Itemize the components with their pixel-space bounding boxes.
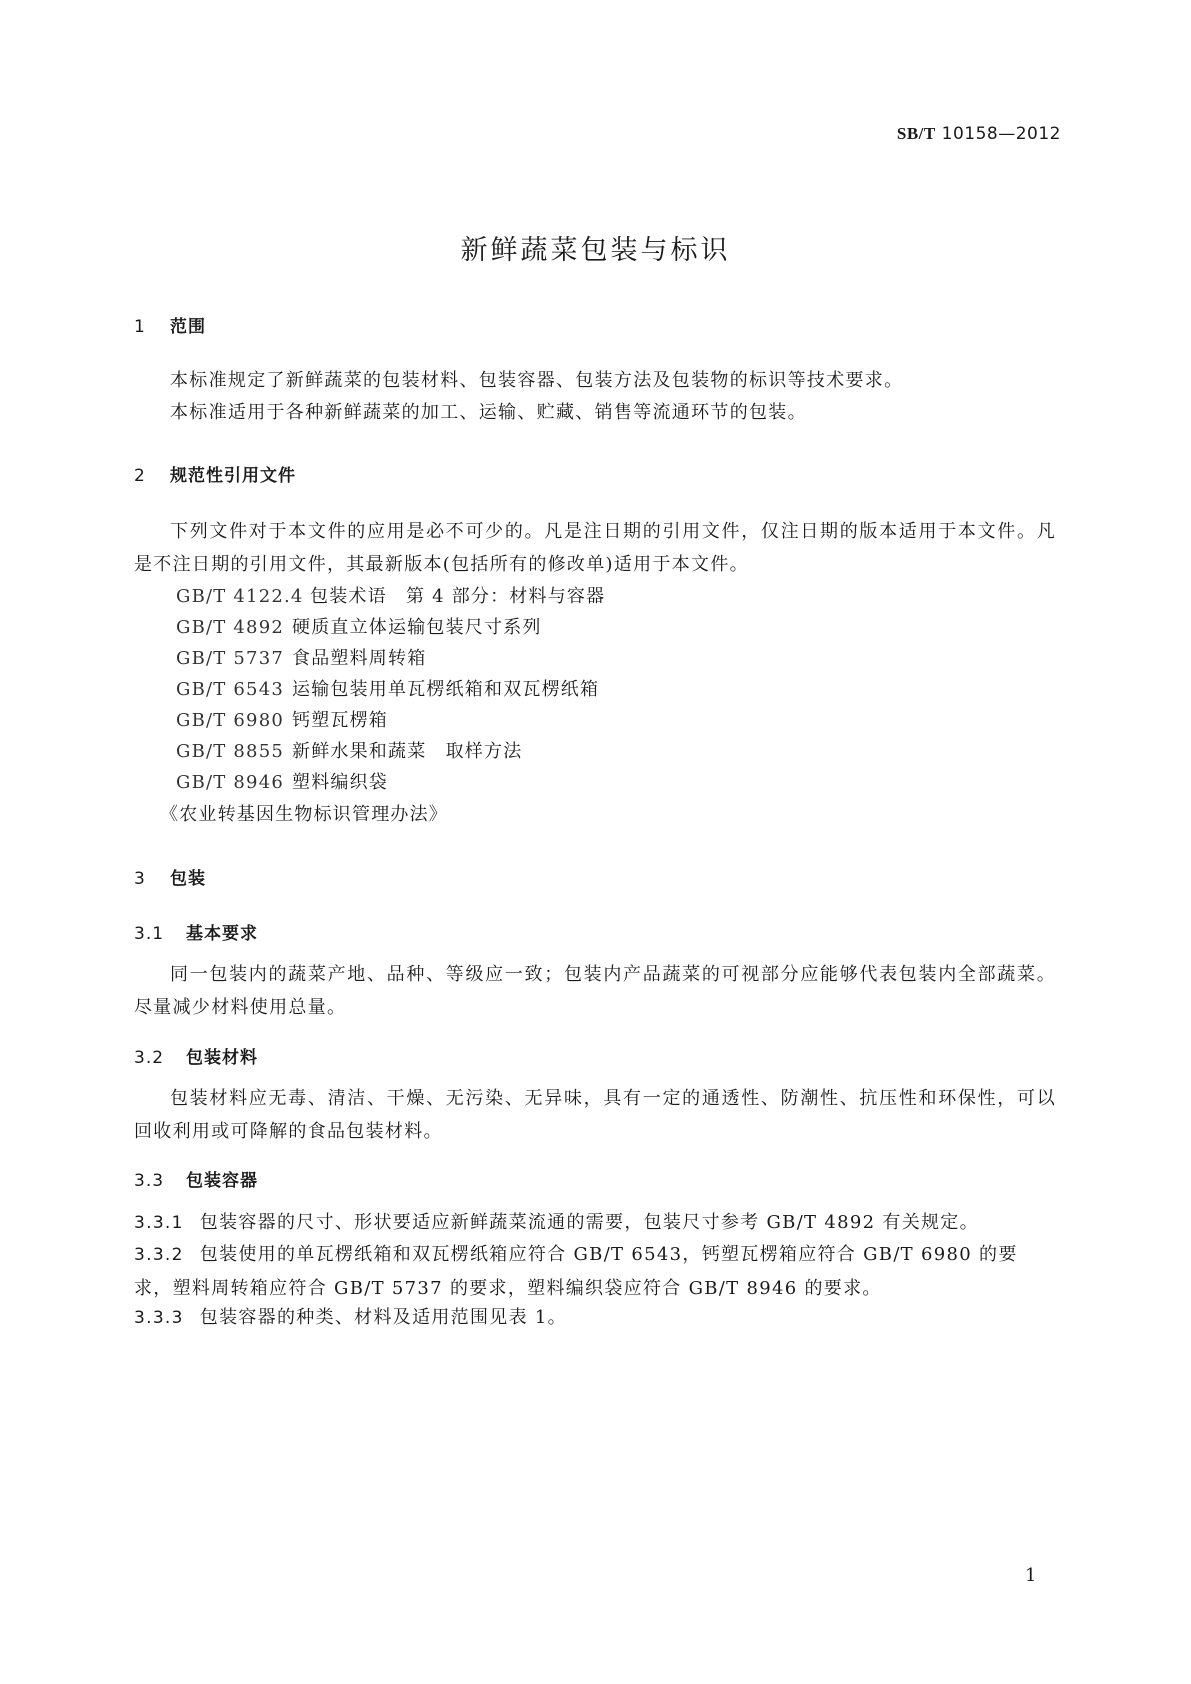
paragraph: 同一包装内的蔬菜产地、品种、等级应一致；包装内产品蔬菜的可视部分应能够代表包装内全部蔬菜。尽量减少材料使用总量。	[134, 964, 1056, 1018]
reference-code: GB/T 6980	[176, 710, 285, 731]
section-2-heading	[134, 461, 296, 486]
section-number: 2	[134, 466, 146, 486]
section-3-heading	[134, 864, 206, 889]
section-title: 包装	[170, 869, 206, 889]
paragraph: 下列文件对于本文件的应用是必不可少的。凡是注日期的引用文件，仅注日期的版本适用于本文件。凡是不注日期的引用文件，其最新版本(包括所有的修改单)适用于本文件。	[134, 521, 1056, 575]
subsection-3-1-heading	[134, 919, 258, 944]
reference-code: GB/T 6543	[176, 679, 285, 700]
reference-code: GB/T 4122.4	[176, 586, 304, 607]
clause-number: 3.3.2	[134, 1245, 184, 1265]
section-title: 基本要求	[186, 924, 258, 944]
paragraph: 本标准适用于各种新鲜蔬菜的加工、运输、贮藏、销售等流通环节的包装。	[170, 402, 807, 423]
paragraph: 包装材料应无毒、清洁、干燥、无污染、无异味，具有一定的通透性、防潮性、抗压性和环保性，可以回收利用或可降解的食品包装材料。	[134, 1088, 1056, 1142]
page-number: 1	[1025, 1565, 1037, 1586]
section-number: 3	[134, 869, 146, 889]
reference-name: 包装术语 第 4 部分：材料与容器	[310, 586, 606, 607]
reference-name: 钙塑瓦楞箱	[292, 710, 388, 731]
reference-item	[176, 737, 522, 763]
subsection-3-3-heading	[134, 1166, 258, 1191]
standard-number: 10158—2012	[941, 124, 1061, 144]
clause-3-3-2	[134, 1238, 1056, 1305]
standard-abbr: SB/T	[896, 124, 936, 143]
clause-number: 3.3.1	[134, 1213, 184, 1233]
section-1-heading	[134, 312, 206, 337]
standard-code	[897, 124, 1061, 144]
section-title: 规范性引用文件	[170, 466, 296, 486]
section-number: 1	[134, 317, 146, 337]
clause-3-3-3	[134, 1301, 1056, 1335]
reference-item	[176, 706, 388, 732]
clause-text: 包装容器的尺寸、形状要适应新鲜蔬菜流通的需要，包装尺寸参考 GB/T 4892 有关规定。	[199, 1212, 979, 1233]
reference-name: 塑料编织袋	[292, 772, 388, 793]
paragraph: 本标准规定了新鲜蔬菜的包装材料、包装容器、包装方法及包装物的标识等技术要求。	[170, 370, 904, 391]
reference-item	[176, 582, 605, 608]
reference-code: GB/T 5737	[176, 648, 285, 669]
document-title: 新鲜蔬菜包装与标识	[460, 235, 731, 266]
reference-name: 新鲜水果和蔬菜 取样方法	[292, 741, 523, 762]
clause-text: 包装使用的单瓦楞纸箱和双瓦楞纸箱应符合 GB/T 6543，钙塑瓦楞箱应符合 GB/T 6980 的要求，塑料周转箱应符合 GB/T 5737 的要求，塑料编织袋应符合 GB/T 8946 的要求。	[134, 1244, 1018, 1299]
section-title: 范围	[170, 317, 206, 337]
reference-code: GB/T 4892	[176, 617, 285, 638]
reference-code: GB/T 8855	[176, 741, 285, 762]
reference-name: 运输包装用单瓦楞纸箱和双瓦楞纸箱	[292, 679, 600, 700]
reference-name: 食品塑料周转箱	[292, 648, 427, 669]
clause-text: 包装容器的种类、材料及适用范围见表 1。	[199, 1307, 567, 1328]
reference-name: 硬质直立体运输包装尺寸系列	[292, 617, 542, 638]
subsection-3-2-heading	[134, 1043, 258, 1068]
section-number: 3.2	[134, 1048, 165, 1068]
reference-item: 《农业转基因生物标识管理办法》	[160, 804, 448, 825]
section-title: 包装容器	[186, 1171, 258, 1191]
reference-code: GB/T 8946	[176, 772, 285, 793]
reference-item	[176, 675, 599, 701]
section-number: 3.3	[134, 1171, 165, 1191]
section-title: 包装材料	[186, 1048, 258, 1068]
reference-item	[176, 768, 388, 794]
clause-number: 3.3.3	[134, 1308, 184, 1328]
reference-item	[176, 644, 426, 670]
section-number: 3.1	[134, 924, 165, 944]
clause-3-3-1	[134, 1206, 1056, 1240]
reference-item	[176, 613, 542, 639]
